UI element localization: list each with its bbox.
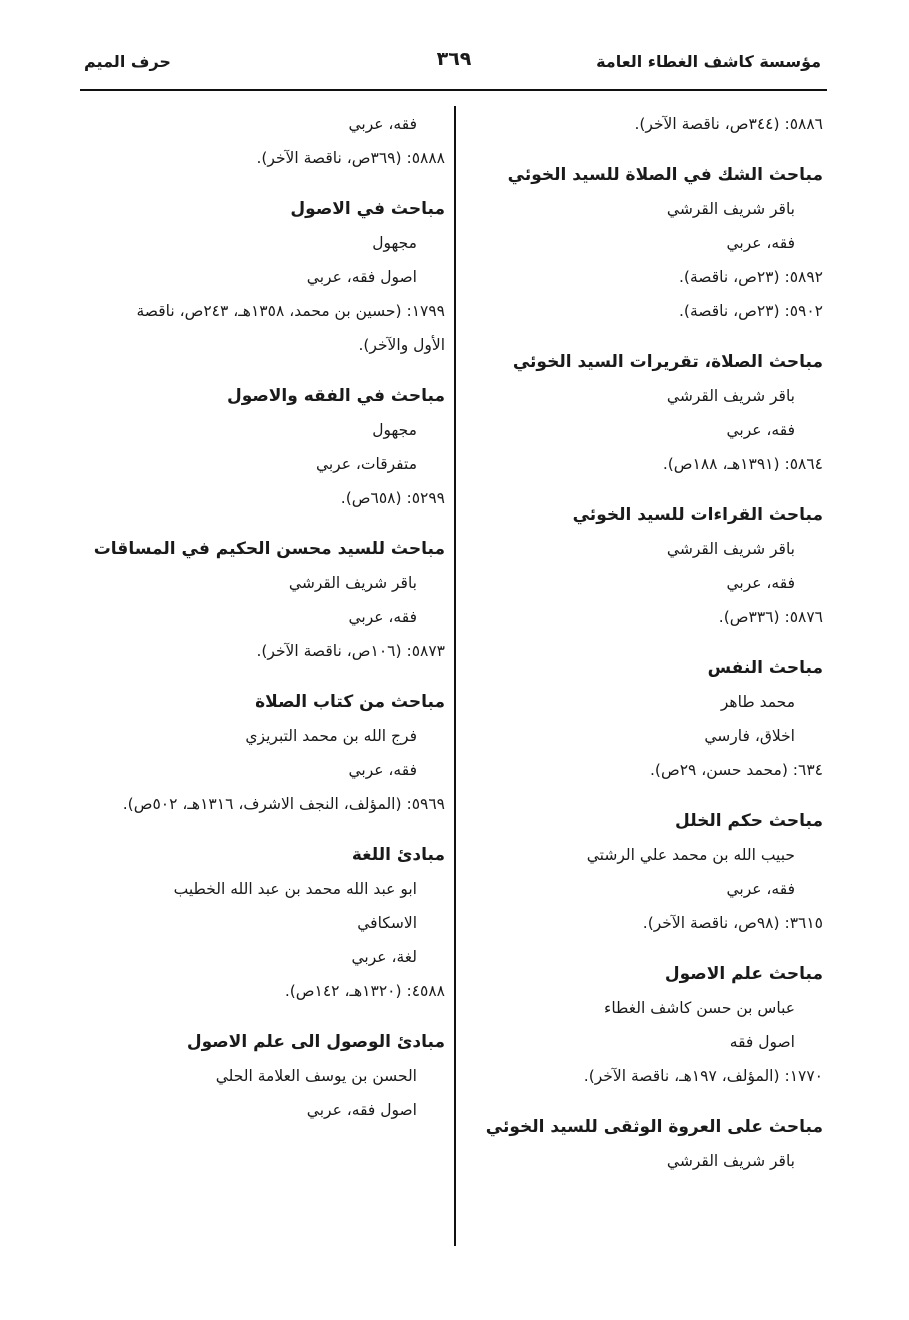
holding-record: ٥٨٨٦: (٣٤٤ص، ناقصة الآخر). [634,115,823,133]
entry-subject: فقه، عربي [348,608,417,626]
holding-record: ٥٨٧٦: (٣٣٦ص). [718,608,823,626]
holding-record: ٥٩٦٩: (المؤلف، النجف الاشرف، ١٣١٦هـ، ٥٠٢ص). [122,795,445,813]
entry-subject: اصول فقه، عربي [306,268,417,286]
catalog-entry [473,499,823,634]
entry-author: باقر شريف القرشي [666,1152,795,1170]
holding-record: ٥٨٩٢: (٢٣ص، ناقصة). [678,268,823,286]
entry-subject: اصول فقه، عربي [306,1101,417,1119]
entry-author: باقر شريف القرشي [288,574,417,592]
page-number: ٣٦٩ [436,48,472,70]
entry-subject: فقه، عربي [348,761,417,779]
holding-record: ٤٥٨٨: (١٣٢٠هـ، ١٤٢ص). [284,982,445,1000]
catalog-entry [100,686,445,821]
entry-title: مباحث في الاصول [290,199,445,219]
catalog-entry [473,652,823,787]
right-column [473,107,823,1196]
header-rule [80,89,827,91]
entry-author: باقر شريف القرشي [666,540,795,558]
column-divider [454,106,456,1246]
entry-author: محمد طاهر [720,693,795,711]
holding-record: ١٧٩٩: (حسين بن محمد، ١٣٥٨هـ، ٢٤٣ص، ناقصة الأول والآخر). [136,302,445,354]
holding-record: ٦٣٤: (محمد حسن، ٢٩ص). [649,761,823,779]
holding-record: ٥٨٧٣: (١٠٦ص، ناقصة الآخر). [256,642,445,660]
catalog-entry [93,533,445,668]
entry-title: مباحث النفس [707,658,823,678]
entry-title: مباحث للسيد محسن الحكيم في المساقات [93,539,445,559]
entry-title: مباحث من كتاب الصلاة [255,692,445,712]
holding-record: ٥٨٨٨: (٣٦٩ص، ناقصة الآخر). [256,149,445,167]
entry-author: الحسن بن يوسف العلامة الحلي [215,1067,417,1085]
entry-subject: فقه، عربي [726,421,795,439]
entry-subject: فقه، عربي [348,115,417,133]
holding-record: ٥٢٩٩: (٦٥٨ص). [340,489,445,507]
entry-subject: اخلاق، فارسي [704,727,795,745]
holding-record: ٣٦١٥: (٩٨ص، ناقصة الآخر). [642,914,823,932]
entry-author: باقر شريف القرشي [666,387,795,405]
entry-subject: لغة، عربي [351,948,417,966]
holding-record: ٥٨٦٤: (١٣٩١هـ، ١٨٨ص). [662,455,823,473]
entry-title: مباحث الصلاة، تقريرات السيد الخوئي [512,352,823,372]
entry-subject: اصول فقه [729,1033,795,1051]
catalog-entry [473,159,823,328]
holding-record: ١٧٧٠: (المؤلف، ١٩٧هـ، ناقصة الآخر). [583,1067,823,1085]
entry-author: مجهول [372,421,417,439]
entry-author: باقر شريف القرشي [666,200,795,218]
entry-title: مبادئ الوصول الى علم الاصول [186,1032,445,1052]
entry-title: مباحث على العروة الوثقى للسيد الخوئي [485,1117,823,1137]
left-column [93,107,445,1145]
catalog-entry [473,1111,823,1178]
running-header-section: حرف الميم [84,52,171,71]
entry-subject: فقه، عربي [726,574,795,592]
catalog-entry [473,805,823,940]
entry-author: مجهول [372,234,417,252]
entry-subject: الاسكافي [357,914,417,932]
catalog-entry [473,346,823,481]
entry-subject: فقه، عربي [726,880,795,898]
entry-title: مباحث القراءات للسيد الخوئي [572,505,823,525]
entry-subject: فقه، عربي [726,234,795,252]
entry-title: مباحث حكم الخلل [675,811,823,831]
running-header-publisher: مؤسسة كاشف الغطاء العامة [596,52,821,71]
entry-subject: متفرقات، عربي [315,455,417,473]
catalog-entry [100,1026,445,1127]
catalog-entry [473,958,823,1093]
entry-title: مباحث الشك في الصلاة للسيد الخوئي [507,165,823,185]
catalog-entry [100,839,445,1008]
entry-author: حبيب الله بن محمد علي الرشتي [586,846,795,864]
entry-author: فرج الله بن محمد التبريزي [245,727,417,745]
catalog-entry [100,193,445,362]
entry-title: مبادئ اللغة [351,845,445,865]
holding-record: ٥٩٠٢: (٢٣ص، ناقصة). [678,302,823,320]
entry-author: عباس بن حسن كاشف الغطاء [604,999,795,1017]
entry-title: مباحث في الفقه والاصول [226,386,445,406]
entry-author: ابو عبد الله محمد بن عبد الله الخطيب [173,880,417,898]
catalog-entry [100,380,445,515]
entry-title: مباحث علم الاصول [664,964,823,984]
